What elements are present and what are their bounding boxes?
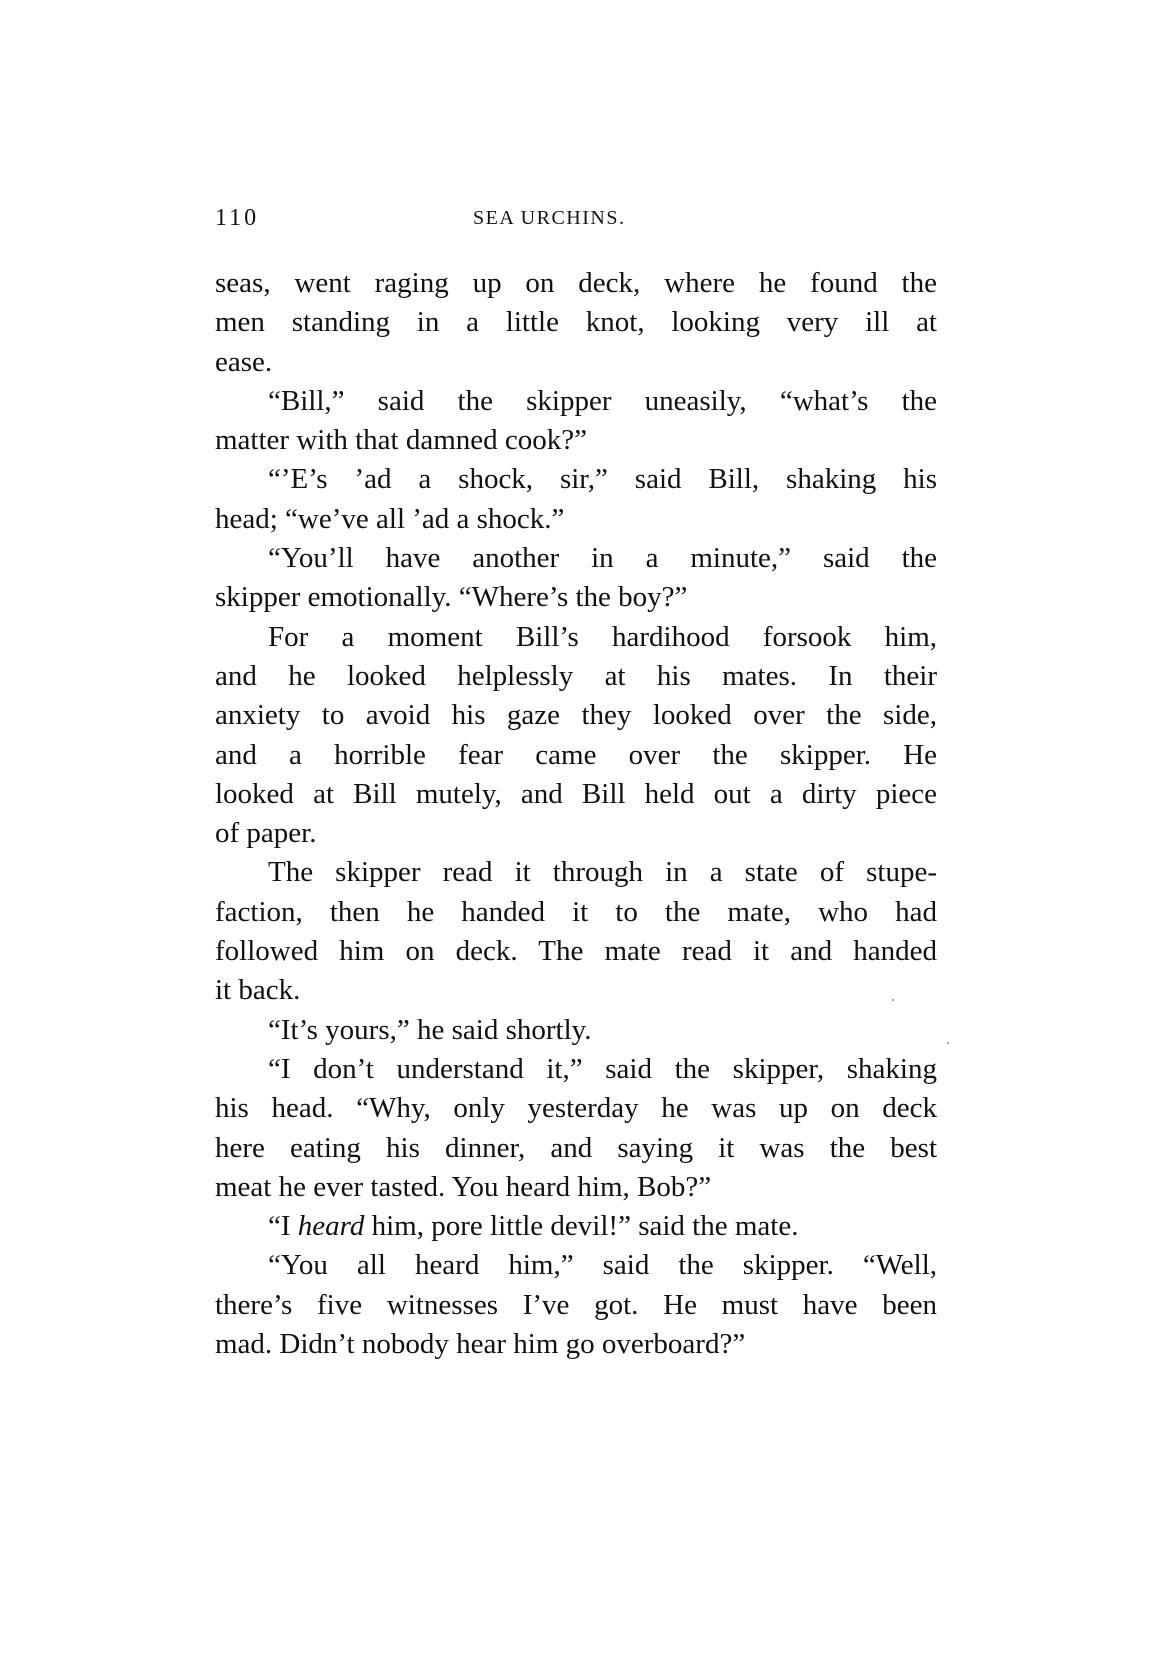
text-line: skipper emotionally. “Where’s the boy?” bbox=[215, 581, 688, 614]
stray-mark bbox=[892, 999, 894, 1001]
body-text bbox=[215, 264, 937, 1364]
text-line: ease. bbox=[215, 345, 273, 378]
text-line: “You’ll have another in a minute,” said the bbox=[268, 542, 937, 575]
text-line: followed him on deck. The mate read it and handed bbox=[215, 935, 937, 968]
text-line: men standing in a little knot, looking very ill at bbox=[215, 306, 937, 339]
page-header bbox=[215, 205, 937, 239]
text-line: his head. “Why, only yesterday he was up on deck bbox=[215, 1092, 937, 1125]
text-line: there’s five witnesses I’ve got. He must have been bbox=[215, 1288, 937, 1321]
text-line: faction, then he handed it to the mate, who had bbox=[215, 895, 937, 928]
text-line: “Bill,” said the skipper uneasily, “what’s the bbox=[268, 384, 937, 417]
page-number: 110 bbox=[215, 205, 260, 231]
text-line: For a moment Bill’s hardihood forsook him, bbox=[268, 620, 937, 653]
text-line: and he looked helplessly at his mates. In their bbox=[215, 659, 937, 692]
text-line: meat he ever tasted. You heard him, Bob?” bbox=[215, 1170, 712, 1203]
running-title: SEA URCHINS. bbox=[473, 207, 626, 229]
text-line: mad. Didn’t nobody hear him go overboard?” bbox=[215, 1328, 746, 1361]
text-line: anxiety to avoid his gaze they looked over the side, bbox=[215, 699, 937, 732]
text-line: here eating his dinner, and saying it was the best bbox=[215, 1131, 937, 1164]
text-line: matter with that damned cook?” bbox=[215, 424, 588, 457]
text-line: “I heard him, pore little devil!” said the mate. bbox=[268, 1210, 799, 1243]
text-line: “’E’s ’ad a shock, sir,” said Bill, shaking his bbox=[268, 463, 937, 496]
text-line: of paper. bbox=[215, 817, 317, 850]
text-line: The skipper read it through in a state of stupe- bbox=[268, 856, 937, 889]
text-line: “I don’t understand it,” said the skipper, shaking bbox=[268, 1052, 937, 1085]
text-line: it back. bbox=[215, 974, 301, 1007]
text-line: looked at Bill mutely, and Bill held out a dirty piece bbox=[215, 777, 937, 810]
text-line: seas, went raging up on deck, where he found the bbox=[215, 267, 937, 299]
text-line: head; “we’ve all ’ad a shock.” bbox=[215, 502, 565, 535]
text-line: and a horrible fear came over the skipper. He bbox=[215, 738, 937, 771]
text-line: “It’s yours,” he said shortly. bbox=[268, 1013, 592, 1046]
text-line: “You all heard him,” said the skipper. “Well, bbox=[268, 1249, 937, 1282]
stray-mark bbox=[947, 1042, 949, 1044]
emphasis: heard bbox=[297, 1210, 365, 1243]
